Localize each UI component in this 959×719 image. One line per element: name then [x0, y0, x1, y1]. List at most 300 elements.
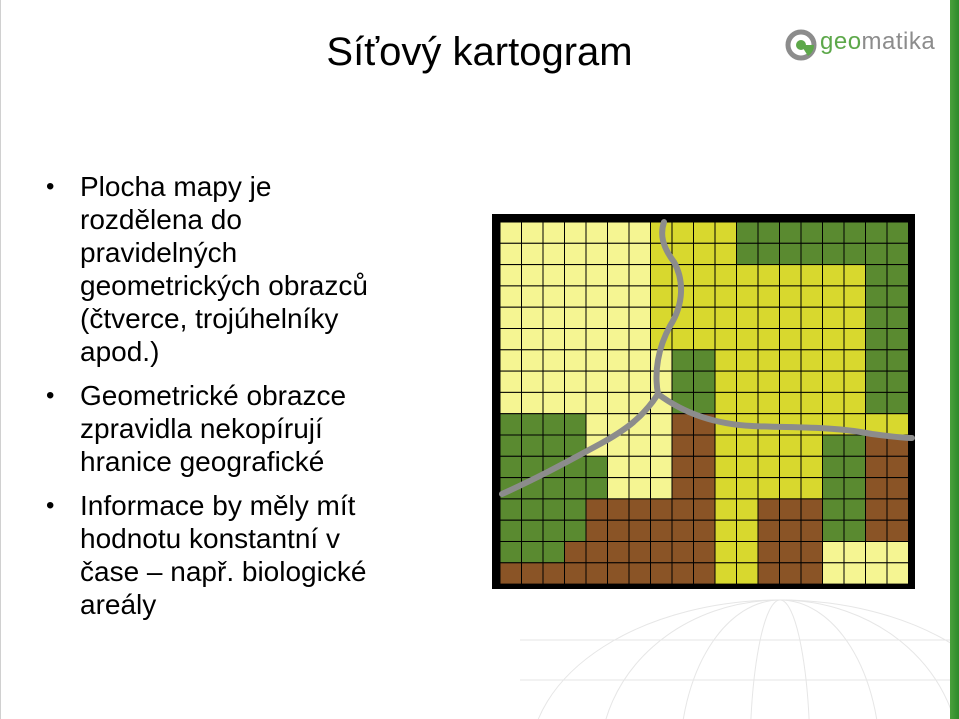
map-cell	[758, 542, 780, 563]
map-cell	[715, 435, 737, 456]
map-cell	[801, 499, 823, 520]
map-cell	[758, 265, 780, 286]
map-cell	[586, 265, 608, 286]
map-cell	[586, 478, 608, 499]
map-cell	[801, 371, 823, 392]
map-cell	[608, 371, 630, 392]
map-cell	[823, 499, 845, 520]
map-cell	[629, 456, 651, 477]
map-cell	[737, 478, 759, 499]
map-cell	[629, 329, 651, 350]
map-cell	[651, 478, 673, 499]
map-cell	[565, 243, 587, 264]
map-cell	[887, 414, 909, 435]
map-cell	[737, 435, 759, 456]
map-cell	[543, 350, 565, 371]
map-cell	[651, 286, 673, 307]
map-cell	[737, 222, 759, 243]
map-cell	[694, 265, 716, 286]
map-cell	[694, 307, 716, 328]
map-cell	[715, 520, 737, 541]
map-cell	[844, 499, 866, 520]
bullet-list	[40, 170, 460, 632]
map-cell	[694, 371, 716, 392]
map-cell	[672, 350, 694, 371]
map-cell	[500, 392, 522, 413]
map-cell	[887, 371, 909, 392]
map-cell	[780, 265, 802, 286]
map-cell	[844, 265, 866, 286]
map-cell	[737, 265, 759, 286]
map-cell	[586, 456, 608, 477]
map-cell	[866, 286, 888, 307]
map-cell	[565, 478, 587, 499]
map-cell	[715, 307, 737, 328]
map-cell	[887, 563, 909, 584]
map-cell	[608, 563, 630, 584]
map-cell	[586, 392, 608, 413]
map-cell	[780, 456, 802, 477]
map-cell	[887, 392, 909, 413]
map-cell	[737, 350, 759, 371]
map-cell	[844, 542, 866, 563]
map-cell	[629, 520, 651, 541]
map-cell	[608, 478, 630, 499]
map-cell	[672, 478, 694, 499]
map-cell	[500, 435, 522, 456]
map-cell	[737, 286, 759, 307]
map-cell	[565, 563, 587, 584]
map-cell	[586, 563, 608, 584]
map-cell	[500, 520, 522, 541]
map-cell	[758, 392, 780, 413]
map-cell	[694, 329, 716, 350]
map-cell	[522, 265, 544, 286]
map-cell	[500, 563, 522, 584]
map-cell	[543, 499, 565, 520]
map-cell	[543, 222, 565, 243]
map-cell	[651, 499, 673, 520]
map-cell	[629, 265, 651, 286]
map-cell	[866, 520, 888, 541]
map-cell	[887, 307, 909, 328]
map-cell	[866, 350, 888, 371]
map-cell	[586, 414, 608, 435]
map-cell	[737, 563, 759, 584]
bullet-line: zpravidla nekopírují	[80, 413, 323, 444]
map-cell	[586, 307, 608, 328]
logo-wordmark: geomatika	[820, 28, 936, 55]
map-cell	[801, 329, 823, 350]
map-cell	[586, 520, 608, 541]
map-cell	[823, 392, 845, 413]
map-cell	[844, 520, 866, 541]
map-cell	[866, 329, 888, 350]
map-cell	[801, 222, 823, 243]
map-cell	[672, 520, 694, 541]
bullet-dot-icon: •	[46, 492, 55, 519]
map-cell	[866, 307, 888, 328]
map-cell	[629, 350, 651, 371]
map-cell	[608, 329, 630, 350]
map-cell	[565, 542, 587, 563]
map-cell	[522, 563, 544, 584]
bullet-dot-icon: •	[46, 382, 55, 409]
map-cell	[694, 222, 716, 243]
map-cell	[543, 243, 565, 264]
map-cell	[586, 329, 608, 350]
map-cell	[543, 542, 565, 563]
map-cell	[758, 520, 780, 541]
map-cell	[715, 329, 737, 350]
map-cell	[543, 371, 565, 392]
map-cell	[500, 329, 522, 350]
bullet-line: čase – např. biologické	[80, 556, 367, 587]
map-cell	[844, 243, 866, 264]
map-cell	[823, 265, 845, 286]
map-cell	[694, 563, 716, 584]
map-cell	[780, 478, 802, 499]
map-cell	[866, 371, 888, 392]
map-cell	[715, 265, 737, 286]
map-cell	[866, 456, 888, 477]
map-cell	[694, 243, 716, 264]
map-cell	[801, 307, 823, 328]
map-cell	[694, 499, 716, 520]
map-cell	[629, 478, 651, 499]
map-cell	[500, 350, 522, 371]
map-cell	[672, 329, 694, 350]
map-cell	[866, 265, 888, 286]
map-cell	[801, 435, 823, 456]
map-cell	[565, 222, 587, 243]
map-cell	[801, 563, 823, 584]
map-cell	[565, 265, 587, 286]
map-cell	[866, 243, 888, 264]
map-cell	[629, 222, 651, 243]
map-cell	[500, 456, 522, 477]
map-cell	[823, 350, 845, 371]
map-cell	[737, 499, 759, 520]
map-cell	[780, 371, 802, 392]
map-cell	[758, 350, 780, 371]
map-cell	[608, 499, 630, 520]
map-cell	[844, 478, 866, 499]
map-cell	[758, 435, 780, 456]
map-cell	[608, 265, 630, 286]
map-cell	[715, 542, 737, 563]
slide-edge-rule	[0, 0, 1, 719]
map-cell	[866, 222, 888, 243]
map-cell	[866, 392, 888, 413]
map-cell	[543, 392, 565, 413]
map-cell	[737, 307, 759, 328]
map-cell	[522, 286, 544, 307]
map-cell	[780, 542, 802, 563]
map-cell	[801, 392, 823, 413]
map-cell	[608, 456, 630, 477]
map-cell	[801, 265, 823, 286]
map-cell	[651, 563, 673, 584]
map-cell	[694, 392, 716, 413]
map-cell	[522, 542, 544, 563]
map-cell	[737, 371, 759, 392]
map-cell	[866, 563, 888, 584]
map-cell	[844, 435, 866, 456]
bullet-line: apod.)	[80, 336, 160, 367]
map-cell	[823, 371, 845, 392]
map-cell	[715, 499, 737, 520]
map-cell	[629, 371, 651, 392]
map-cell	[887, 456, 909, 477]
map-cell	[694, 350, 716, 371]
map-cell	[844, 286, 866, 307]
map-cell	[543, 563, 565, 584]
grid-map-figure	[492, 214, 915, 589]
map-cell	[780, 222, 802, 243]
map-cell	[651, 265, 673, 286]
map-cell	[780, 499, 802, 520]
map-cell	[694, 542, 716, 563]
bullet-line: (čtverce, trojúhelníky	[80, 303, 339, 334]
map-cell	[522, 435, 544, 456]
map-cell	[844, 456, 866, 477]
map-cell	[586, 222, 608, 243]
bullet-line: pravidelných	[80, 237, 238, 268]
map-cell	[780, 520, 802, 541]
map-cell	[608, 392, 630, 413]
map-cell	[758, 243, 780, 264]
map-cell	[887, 286, 909, 307]
map-cell	[500, 243, 522, 264]
map-cell	[543, 329, 565, 350]
bullet-line: Informace by měly mít	[80, 490, 356, 521]
map-cell	[565, 307, 587, 328]
map-cell	[694, 286, 716, 307]
map-cell	[543, 520, 565, 541]
map-cell	[715, 456, 737, 477]
map-cell	[522, 499, 544, 520]
map-cell	[522, 520, 544, 541]
map-cell	[758, 307, 780, 328]
map-cell	[737, 542, 759, 563]
map-cell	[844, 563, 866, 584]
map-cell	[887, 520, 909, 541]
map-cell	[586, 286, 608, 307]
map-cell	[522, 222, 544, 243]
map-cell	[694, 435, 716, 456]
map-cell	[565, 499, 587, 520]
slide-title: Síťový kartogram	[326, 30, 633, 74]
bullet-line: Geometrické obrazce	[80, 380, 347, 411]
bullet-item	[40, 170, 460, 368]
map-cell	[608, 307, 630, 328]
map-cell	[758, 286, 780, 307]
map-cell	[801, 286, 823, 307]
map-cell	[565, 414, 587, 435]
map-cell	[823, 542, 845, 563]
map-cell	[866, 499, 888, 520]
map-cell	[543, 435, 565, 456]
map-cell	[543, 414, 565, 435]
map-cell	[608, 222, 630, 243]
map-cell	[500, 222, 522, 243]
map-cell	[780, 392, 802, 413]
map-cell	[758, 499, 780, 520]
map-cell	[780, 563, 802, 584]
map-cell	[844, 392, 866, 413]
map-cell	[801, 414, 823, 435]
map-cell	[586, 499, 608, 520]
map-cell	[672, 371, 694, 392]
map-cell	[823, 307, 845, 328]
map-cell	[866, 542, 888, 563]
map-cell	[801, 520, 823, 541]
map-cell	[823, 520, 845, 541]
bullet-dot-icon: •	[46, 173, 55, 200]
map-cell	[500, 286, 522, 307]
bullet-line: Plocha mapy je	[80, 171, 272, 202]
map-cell	[887, 329, 909, 350]
map-cell	[737, 456, 759, 477]
map-cell	[629, 286, 651, 307]
map-cell	[565, 392, 587, 413]
map-cell	[565, 350, 587, 371]
map-cell	[737, 329, 759, 350]
map-cell	[887, 350, 909, 371]
bullet-line: hodnotu konstantní v	[80, 523, 340, 554]
map-cell	[694, 520, 716, 541]
map-cell	[586, 350, 608, 371]
map-cell	[887, 265, 909, 286]
map-cell	[500, 371, 522, 392]
map-cell	[801, 350, 823, 371]
map-cell	[586, 243, 608, 264]
map-cell	[672, 456, 694, 477]
map-cell	[780, 435, 802, 456]
map-cell	[844, 329, 866, 350]
map-cell	[629, 435, 651, 456]
map-cell	[780, 307, 802, 328]
map-cell	[887, 243, 909, 264]
map-cell	[715, 371, 737, 392]
map-cell	[651, 435, 673, 456]
map-cell	[758, 371, 780, 392]
map-cell	[801, 542, 823, 563]
map-cell	[758, 329, 780, 350]
map-cell	[844, 350, 866, 371]
map-cell	[672, 414, 694, 435]
map-cell	[715, 350, 737, 371]
map-cell	[629, 499, 651, 520]
map-cell	[565, 520, 587, 541]
map-cell	[887, 499, 909, 520]
map-cell	[887, 222, 909, 243]
map-cell	[651, 456, 673, 477]
map-cell	[737, 392, 759, 413]
map-cell	[715, 243, 737, 264]
map-cell	[672, 435, 694, 456]
map-cell	[543, 265, 565, 286]
map-cell	[651, 520, 673, 541]
map-cell	[565, 329, 587, 350]
bullet-line: rozdělena do	[80, 204, 242, 235]
map-cell	[844, 371, 866, 392]
map-cell	[629, 307, 651, 328]
map-cell	[758, 456, 780, 477]
map-cell	[823, 222, 845, 243]
map-cell	[780, 243, 802, 264]
map-cell	[823, 286, 845, 307]
map-cell	[608, 350, 630, 371]
map-cell	[737, 520, 759, 541]
map-cell	[823, 243, 845, 264]
map-cell	[500, 307, 522, 328]
map-cell	[651, 542, 673, 563]
map-cell	[823, 329, 845, 350]
brand-side-bar	[950, 0, 959, 719]
map-cell	[500, 265, 522, 286]
map-cell	[500, 499, 522, 520]
map-cell	[629, 563, 651, 584]
map-cell	[543, 286, 565, 307]
map-cell	[801, 456, 823, 477]
map-cell	[715, 286, 737, 307]
map-cell	[629, 542, 651, 563]
map-cell	[801, 243, 823, 264]
map-cell	[522, 371, 544, 392]
map-cell	[758, 222, 780, 243]
map-cell	[780, 350, 802, 371]
geomatika-logo-icon	[784, 28, 818, 62]
map-cell	[823, 478, 845, 499]
map-cell	[823, 456, 845, 477]
map-cell	[629, 243, 651, 264]
geomatika-logo	[784, 22, 934, 66]
bullet-line: geometrických obrazců	[80, 270, 368, 301]
map-cell	[608, 286, 630, 307]
map-cell	[672, 222, 694, 243]
bullet-item	[40, 489, 460, 621]
map-cell	[758, 563, 780, 584]
map-cell	[522, 414, 544, 435]
map-cell	[586, 542, 608, 563]
map-cell	[522, 307, 544, 328]
map-cell	[866, 478, 888, 499]
map-cell	[608, 520, 630, 541]
map-cell	[672, 542, 694, 563]
bullet-line: hranice geografické	[80, 446, 325, 477]
map-cell	[500, 542, 522, 563]
map-cell	[780, 286, 802, 307]
map-cell	[801, 478, 823, 499]
map-cell	[737, 243, 759, 264]
map-cell	[651, 414, 673, 435]
bullet-item	[40, 379, 460, 478]
map-cell	[672, 499, 694, 520]
map-cell	[522, 329, 544, 350]
map-cell	[565, 371, 587, 392]
map-cell	[608, 243, 630, 264]
map-cell	[694, 456, 716, 477]
map-cell	[780, 329, 802, 350]
map-cell	[586, 371, 608, 392]
map-cell	[715, 478, 737, 499]
map-cell	[823, 435, 845, 456]
map-cell	[543, 307, 565, 328]
map-cell	[522, 243, 544, 264]
map-cell	[694, 478, 716, 499]
